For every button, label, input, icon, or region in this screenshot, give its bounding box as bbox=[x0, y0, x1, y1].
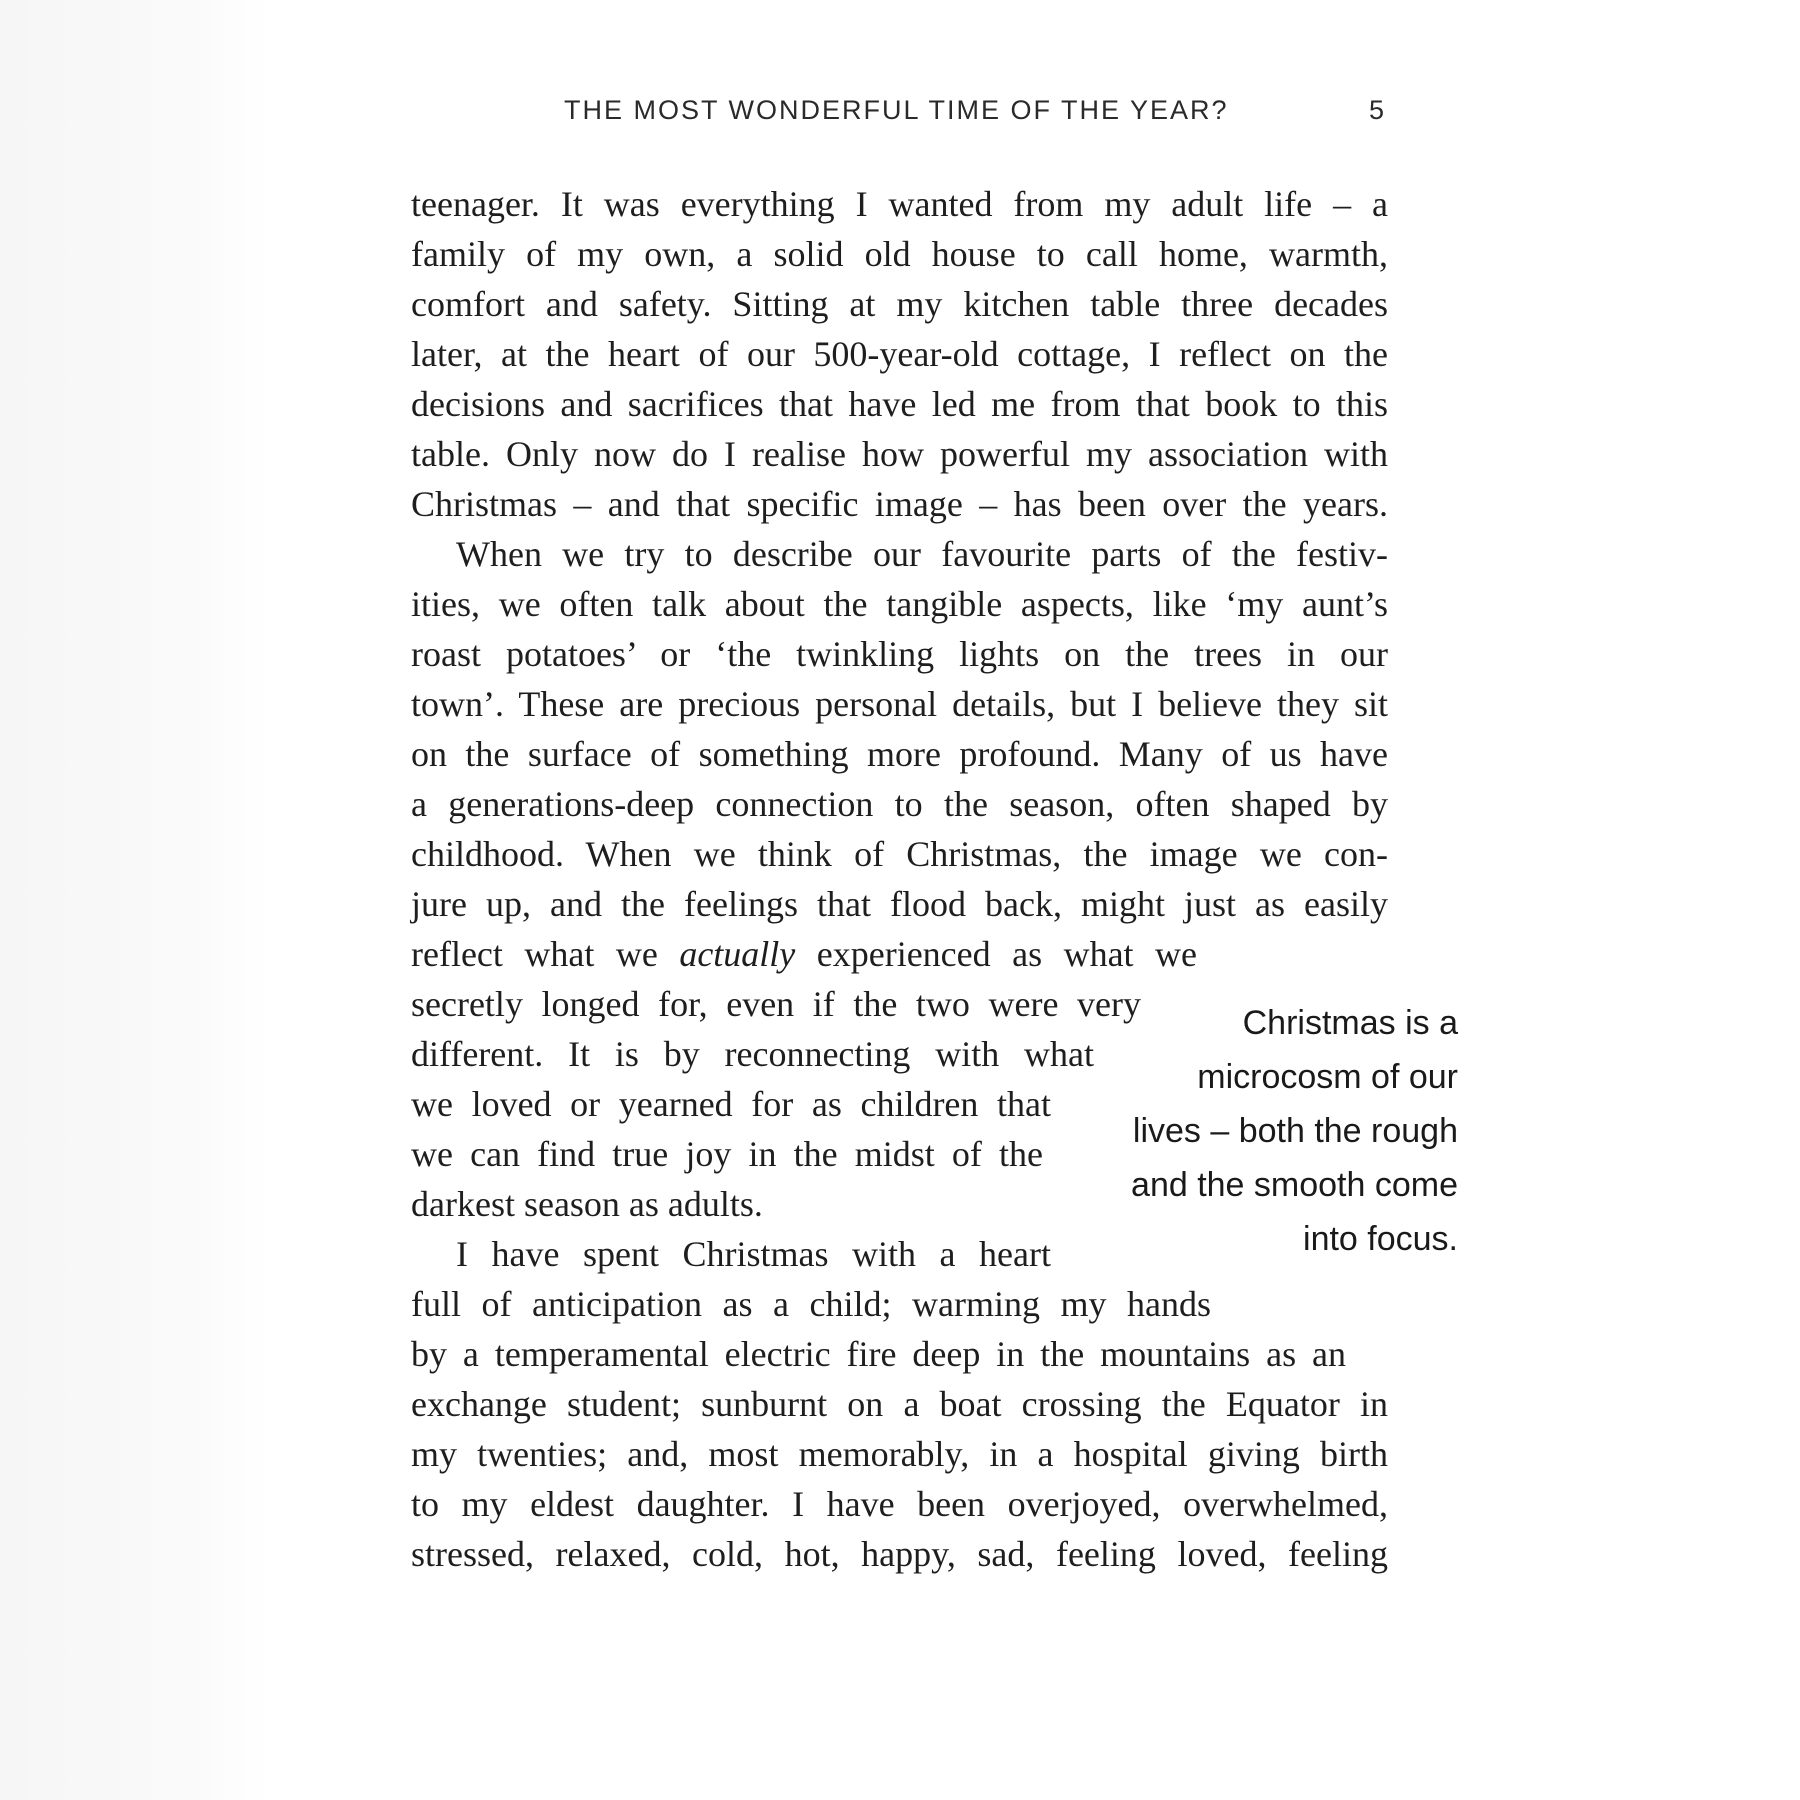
body-line: town’. These are precious personal details, but I believe they sit bbox=[411, 684, 1388, 724]
body-line: roast potatoes’ or ‘the twinkling lights on the trees in our bbox=[411, 634, 1388, 674]
pull-quote-line: microcosm of our bbox=[1197, 1058, 1458, 1096]
pull-quote-line: lives – both the rough bbox=[1132, 1112, 1458, 1150]
body-line: exchange student; sunburnt on a boat crossing the Equator in bbox=[411, 1384, 1388, 1424]
body-text-span: experienced as what we bbox=[795, 934, 1198, 974]
page-number: 5 bbox=[1369, 95, 1385, 125]
body-line: comfort and safety. Sitting at my kitchen table three decades bbox=[411, 284, 1388, 324]
body-line-with-emphasis bbox=[411, 932, 1197, 976]
body-line: on the surface of something more profound. Many of us have bbox=[411, 734, 1388, 774]
body-line: ities, we often talk about the tangible aspects, like ‘my aunt’s bbox=[411, 584, 1388, 624]
pull-quote-line: into focus. bbox=[1303, 1220, 1458, 1258]
body-line: family of my own, a solid old house to call home, warmth, bbox=[411, 234, 1388, 274]
page-gutter-shade bbox=[0, 0, 270, 1800]
body-text-span: reflect what we bbox=[411, 934, 680, 974]
body-line: table. Only now do I realise how powerful my association with bbox=[411, 434, 1388, 474]
body-line: stressed, relaxed, cold, hot, happy, sad, feeling loved, feeling bbox=[411, 1534, 1388, 1574]
body-line: secretly longed for, even if the two were very bbox=[411, 984, 1141, 1024]
body-line: different. It is by reconnecting with what bbox=[411, 1034, 1094, 1074]
emphasis-text: actually bbox=[679, 934, 796, 974]
body-line: we can find true joy in the midst of the bbox=[411, 1134, 1043, 1174]
pull-quote bbox=[1060, 996, 1458, 1266]
body-line: jure up, and the feelings that flood back, might just as easily bbox=[411, 884, 1388, 924]
body-line: a generations-deep connection to the season, often shaped by bbox=[411, 784, 1388, 824]
body-line: darkest season as adults. bbox=[411, 1184, 763, 1224]
body-line: by a temperamental electric fire deep in the mountains as an bbox=[411, 1334, 1346, 1374]
body-line-indented: I have spent Christmas with a heart bbox=[456, 1234, 1051, 1274]
body-line: decisions and sacrifices that have led me from that book to this bbox=[411, 384, 1388, 424]
running-head: THE MOST WONDERFUL TIME OF THE YEAR? bbox=[564, 95, 1229, 125]
body-line: Christmas – and that specific image – has been over the years. bbox=[411, 484, 1388, 524]
body-line: my twenties; and, most memorably, in a hospital giving birth bbox=[411, 1434, 1388, 1474]
pull-quote-line: Christmas is a bbox=[1242, 1004, 1458, 1042]
pull-quote-line: and the smooth come bbox=[1131, 1166, 1458, 1204]
body-line: full of anticipation as a child; warming my hands bbox=[411, 1284, 1211, 1324]
body-line: we loved or yearned for as children that bbox=[411, 1084, 1051, 1124]
body-line-indented: When we try to describe our favourite parts of the festiv- bbox=[456, 534, 1388, 574]
body-line: childhood. When we think of Christmas, the image we con- bbox=[411, 834, 1388, 874]
body-line: to my eldest daughter. I have been overjoyed, overwhelmed, bbox=[411, 1484, 1388, 1524]
body-line: later, at the heart of our 500-year-old cottage, I reflect on the bbox=[411, 334, 1388, 374]
body-line: teenager. It was everything I wanted from my adult life – a bbox=[411, 184, 1388, 224]
